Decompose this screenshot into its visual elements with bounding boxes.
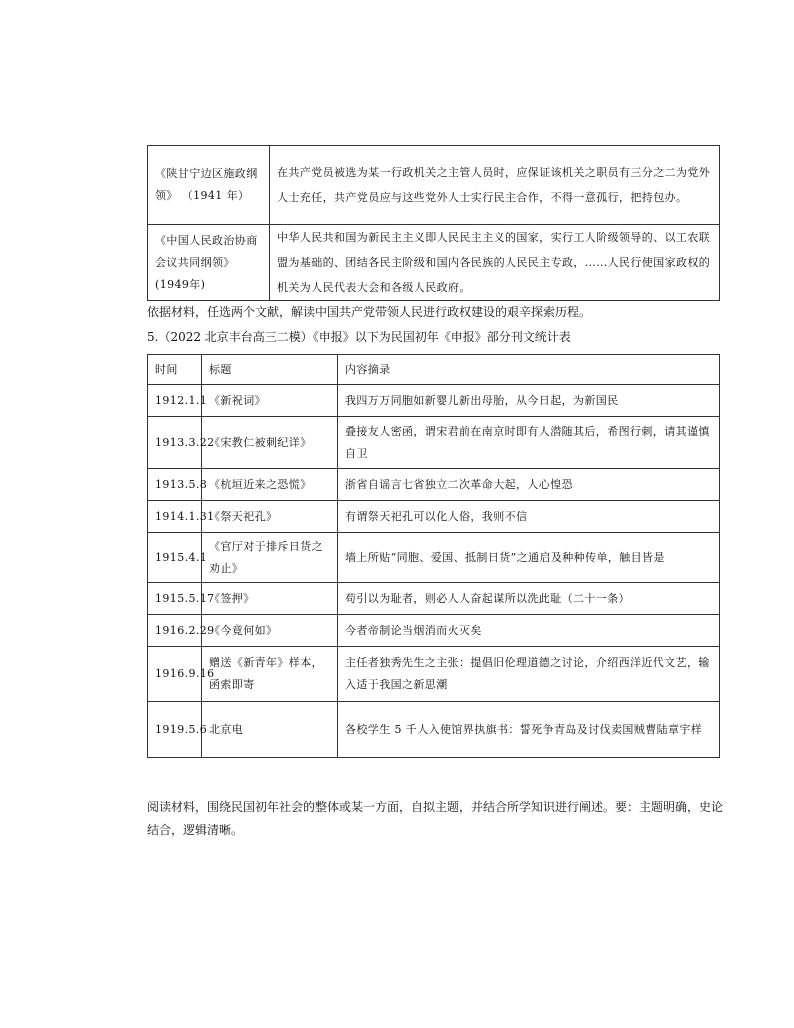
date-cell: 1915.4.1	[148, 533, 202, 583]
title-cell: 《杭垣近来之恐慌》	[202, 469, 338, 501]
excerpt-cell: 浙省自谣言七省独立二次革命大起，人心惶恐	[338, 469, 720, 501]
title-cell: 《祭天祀孔》	[202, 501, 338, 533]
header-title: 标题	[202, 355, 338, 385]
date-cell: 1912.1.1	[148, 385, 202, 417]
table-row	[148, 385, 720, 417]
date-cell: 1916.9.16	[148, 647, 202, 702]
title-cell: 《今竟何如》	[202, 615, 338, 647]
date-cell: 1916.2.29	[148, 615, 202, 647]
title-cell: 赠送《新青年》样本，函索即寄	[202, 647, 338, 702]
date-cell: 1919.5.6	[148, 702, 202, 758]
document-content-cell: 在共产党员被选为某一行政机关之主管人员时，应保证该机关之职员有三分之二为党外人士充任，共产党员应与这些党外人士实行民主合作，不得一意孤行，把持包办。	[270, 146, 720, 225]
table-row	[148, 647, 720, 702]
table-row	[148, 146, 720, 225]
excerpt-cell: 苟引以为耻者，则必人人奋起谋所以洗此耻（二十一条）	[338, 583, 720, 615]
excerpt-cell: 我四万万同胞如新婴儿新出母胎，从今日起，为新国民	[338, 385, 720, 417]
table-row	[148, 615, 720, 647]
table-row	[148, 225, 720, 301]
excerpt-cell: 各校学生 5 千人入使馆界执旗书：誓死争青岛及讨伐卖国贼曹陆章宇样	[338, 702, 720, 758]
date-cell: 1914.1.31	[148, 501, 202, 533]
header-excerpt: 内容摘录	[338, 355, 720, 385]
table-row	[148, 469, 720, 501]
title-cell: 《签押》	[202, 583, 338, 615]
document-title-cell: 《中国人民政治协商会议共同纲领》(1949年)	[148, 225, 270, 301]
date-cell: 1913.3.22	[148, 417, 202, 469]
table-row	[148, 501, 720, 533]
excerpt-cell: 有谓祭天祀孔可以化人俗，我则不信	[338, 501, 720, 533]
title-cell: 《新祝词》	[202, 385, 338, 417]
excerpt-cell: 叠接友人密函，谓宋君前在南京时即有人潜随其后，希图行刺，请其谨慎自卫	[338, 417, 720, 469]
excerpt-cell: 墙上所贴“同胞、爱国、抵制日货”之通启及种种传单，触目皆是	[338, 533, 720, 583]
document-title-cell: 《陕甘宁边区施政纲领》 （1941 年）	[148, 146, 270, 225]
table-row	[148, 533, 720, 583]
title-cell: 《宋教仁被刺纪详》	[202, 417, 338, 469]
header-date: 时间	[148, 355, 202, 385]
table-row	[148, 702, 720, 758]
documents-table	[147, 145, 720, 301]
date-cell: 1913.5.8	[148, 469, 202, 501]
question-prompt: 依据材料，任选两个文献，解读中国共产党带领人民进行政权建设的艰辛探索历程。	[147, 305, 592, 319]
document-content-cell: 中华人民共和国为新民主主义即人民民主主义的国家，实行工人阶级领导的、以工农联盟为基础的、团结各民主阶级和国内各民族的人民民主专政，……人民行使国家政权的机关为人民代表大会和各级人民政府。	[270, 225, 720, 301]
table-row	[148, 583, 720, 615]
title-cell: 《官厅对于排斥日货之劝止》	[202, 533, 338, 583]
title-cell: 北京电	[202, 702, 338, 758]
date-cell: 1915.5.17	[148, 583, 202, 615]
excerpt-cell: 今者帝制论当烟消而火灭矣	[338, 615, 720, 647]
table-header-row	[148, 355, 720, 385]
excerpt-cell: 主任者独秀先生之主张：提倡旧伦理道德之讨论，介绍西洋近代文艺，输入适于我国之新思潮	[338, 647, 720, 702]
closing-prompt: 阅读材料，围绕民国初年社会的整体或某一方面，自拟主题，并结合所学知识进行阐述。要：主题明确，史论结合，逻辑清晰。	[147, 800, 724, 837]
shenbao-articles-table	[147, 354, 720, 758]
question-5-intro: 5.（2022 北京丰台高三二模）《申报》以下为民国初年《申报》部分刊文统计表	[147, 330, 571, 344]
table-row	[148, 417, 720, 469]
